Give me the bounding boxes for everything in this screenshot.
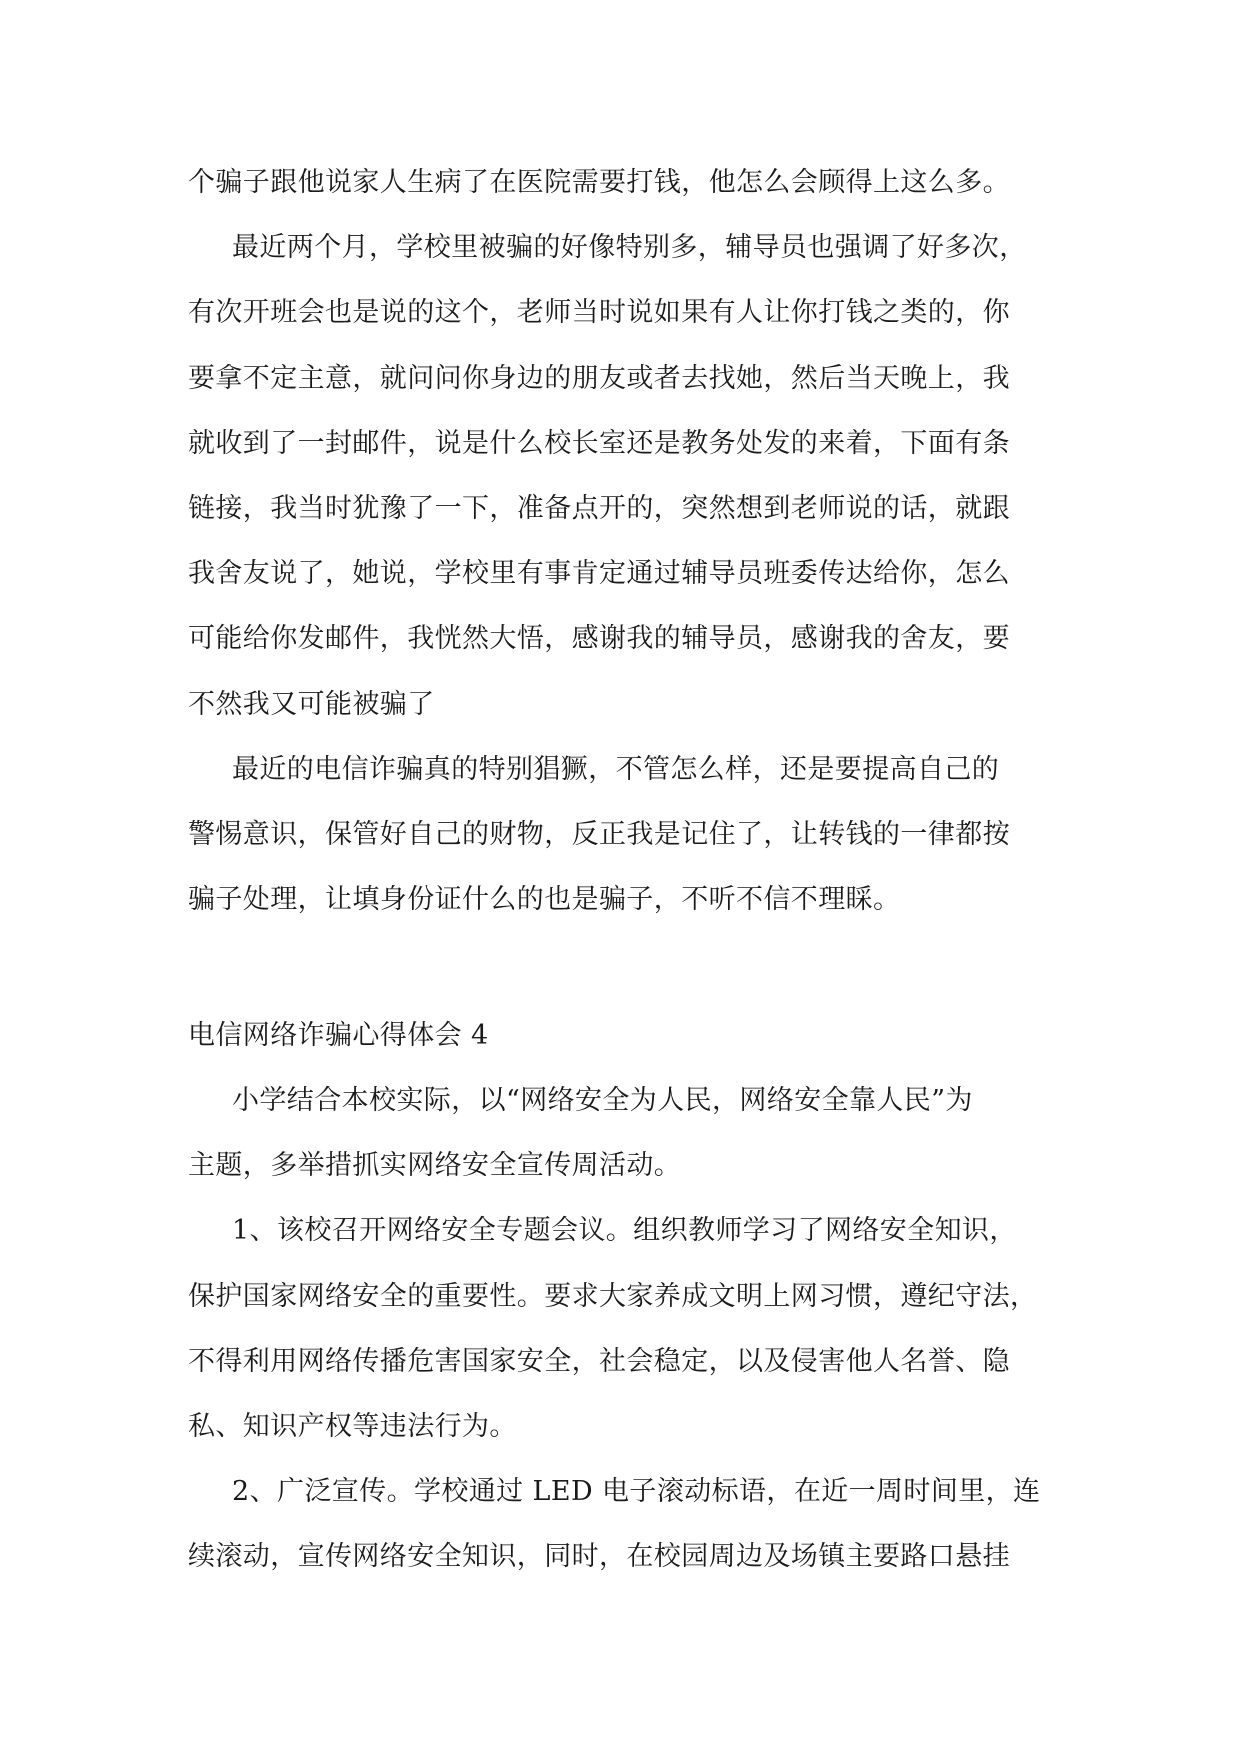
paragraph-line: 要拿不定主意，就问问你身边的朋友或者去找她，然后当天晚上，我: [188, 362, 1010, 394]
paragraph-line: 续滚动，宣传网络安全知识，同时，在校园周边及场镇主要路口悬挂: [188, 1541, 1010, 1573]
paragraph-group-school-activities: [188, 1068, 1058, 1590]
paragraph-line: 个骗子跟他说家人生病了在医院需要打钱，他怎么会顾得上这么多。: [188, 167, 1010, 198]
paragraph-line: 有次开班会也是说的这个，老师当时说如果有人让你打钱之类的，你: [188, 297, 1010, 329]
paragraph-line: 我舍友说了，她说，学校里有事肯定通过辅导员班委传达给你，怎么: [188, 558, 1010, 590]
paragraph-line: 骗子处理，让填身份证什么的也是骗子，不听不信不理睬。: [188, 884, 901, 916]
paragraph-line: 2、广泛宣传。学校通过 LED 电子滚动标语，在近一周时间里，连: [232, 1476, 1041, 1508]
paragraph-line: 1、该校召开网络安全专题会议。组织教师学习了网络安全知识，: [232, 1215, 1017, 1247]
paragraph-line: 小学结合本校实际，以“网络安全为人民，网络安全靠人民”为: [232, 1085, 973, 1116]
paragraph-line: 主题，多举措抓实网络安全宣传周活动。: [188, 1150, 682, 1182]
paragraph-line: 最近的电信诈骗真的特别猖獗，不管怎么样，还是要提高自己的: [232, 754, 1000, 785]
paragraph-line: 可能给你发邮件，我恍然大悟，感谢我的辅导员，感谢我的舍友，要: [188, 623, 1010, 655]
section-heading-text: 电信网络诈骗心得体会 4: [188, 1020, 489, 1051]
paragraph-line: 不然我又可能被骗了: [188, 688, 435, 720]
paragraph-conclusion: [188, 737, 1058, 933]
paragraph-line: 就收到了一封邮件，说是什么校长室还是教务处发的来着，下面有条: [188, 427, 1010, 459]
paragraph-line: 最近两个月，学校里被骗的好像特别多，辅导员也强调了好多次，: [232, 232, 1027, 264]
paragraph-line: 私、知识产权等违法行为。: [188, 1410, 517, 1442]
paragraph-line: 保护国家网络安全的重要性。要求大家养成文明上网习惯，遵纪守法，: [188, 1280, 1038, 1312]
paragraph-line: 不得利用网络传播危害国家安全，社会稳定，以及侵害他人名誉、隐: [188, 1345, 1010, 1377]
paragraph-line: 警惕意识，保管好自己的财物，反正我是记住了，让转钱的一律都按: [188, 819, 1010, 851]
section-heading: [188, 1003, 1058, 1068]
paragraph-line: 链接，我当时犹豫了一下，准备点开的，突然想到老师说的话，就跟: [188, 492, 1010, 524]
paragraph-group-story: [188, 150, 1058, 737]
